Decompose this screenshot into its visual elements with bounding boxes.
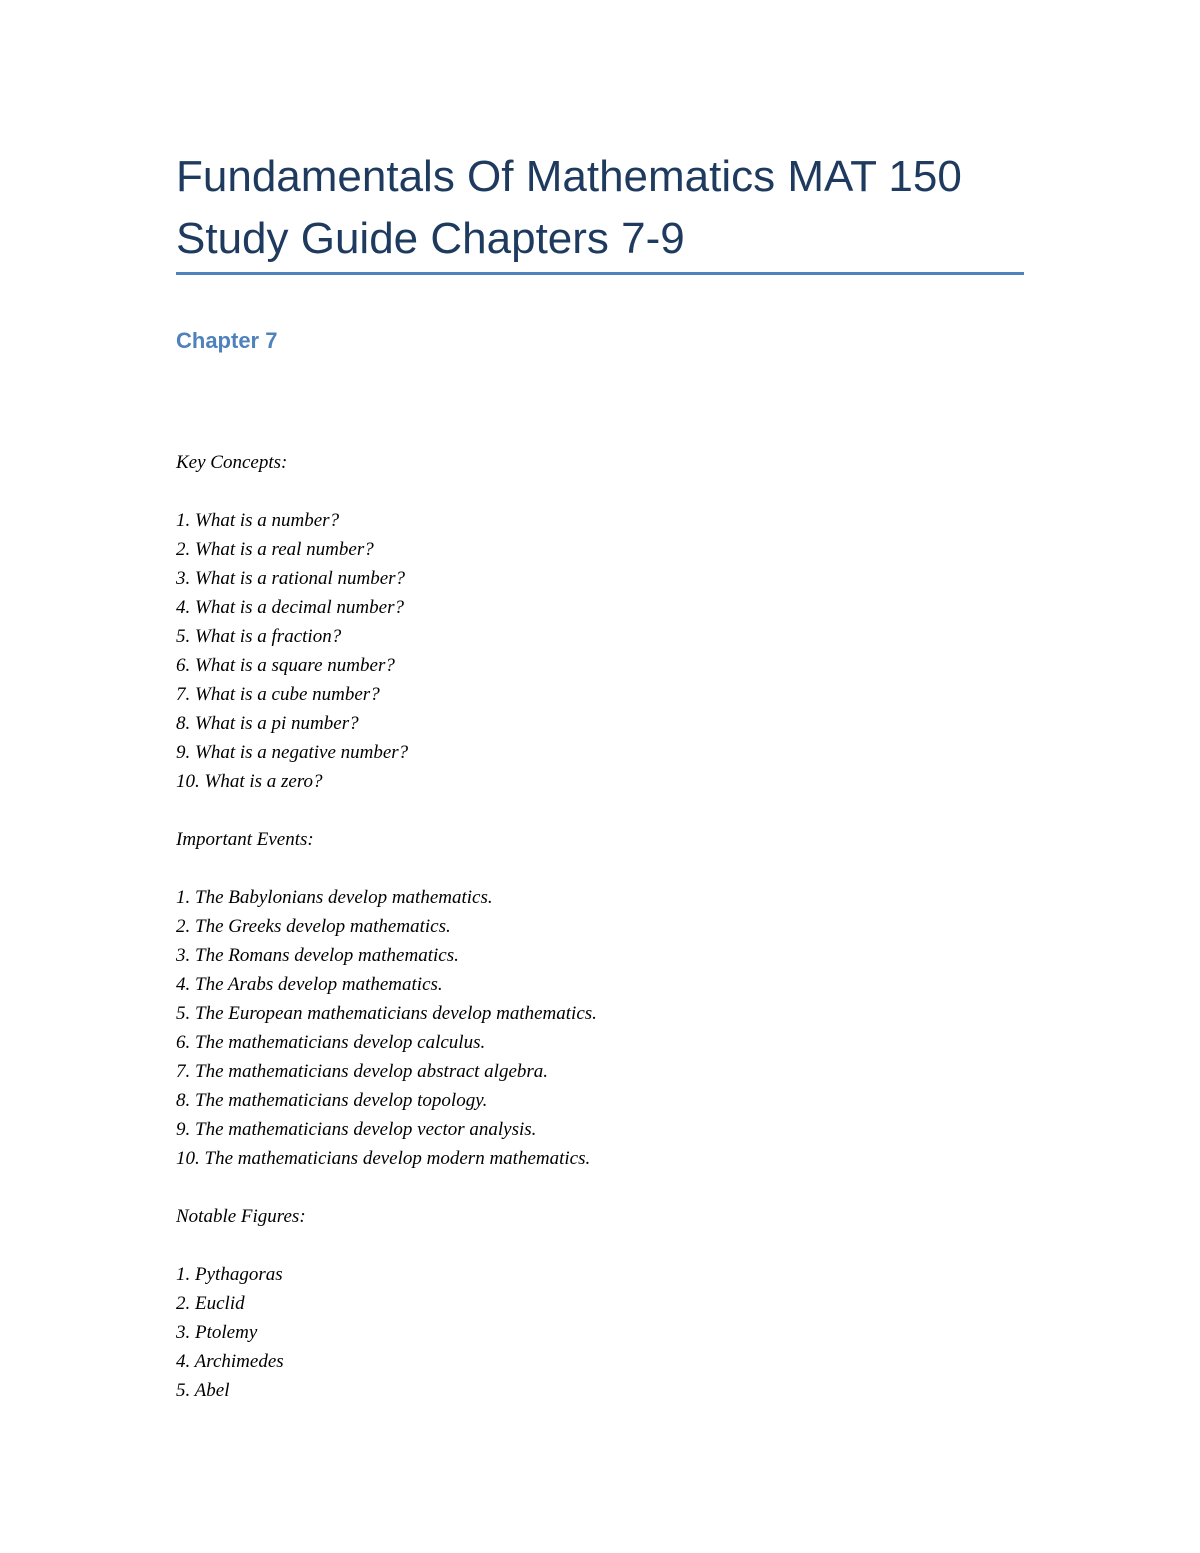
list-item: 2. The Greeks develop mathematics. (176, 916, 451, 937)
list-item: 7. What is a cube number? (176, 684, 380, 705)
important-events-list (176, 883, 1026, 1173)
list-item: 2. Euclid (176, 1293, 245, 1314)
chapter-heading: Chapter 7 (176, 328, 278, 353)
list-item: 5. What is a fraction? (176, 626, 342, 647)
list-item: 3. What is a rational number? (176, 568, 406, 589)
notable-figures-list (176, 1260, 1026, 1405)
list-item: 1. Pythagoras (176, 1264, 283, 1285)
list-item: 3. The Romans develop mathematics. (176, 945, 459, 966)
list-item: 7. The mathematicians develop abstract algebra. (176, 1061, 549, 1082)
key-concepts-label: Key Concepts: (176, 452, 288, 473)
list-item: 5. The European mathematicians develop mathematics. (176, 1003, 597, 1024)
document-title: Fundamentals Of Mathematics MAT 150 Study Guide Chapters 7-9 (176, 152, 962, 263)
title-underline-rule (176, 272, 1024, 275)
list-item: 4. What is a decimal number? (176, 597, 404, 618)
list-item: 10. What is a zero? (176, 771, 323, 792)
list-item: 4. The Arabs develop mathematics. (176, 974, 443, 995)
list-item: 9. The mathematicians develop vector analysis. (176, 1119, 537, 1140)
list-item: 8. What is a pi number? (176, 713, 359, 734)
list-item: 1. What is a number? (176, 510, 340, 531)
important-events-label: Important Events: (176, 829, 314, 850)
list-item: 10. The mathematicians develop modern mathematics. (176, 1148, 591, 1169)
list-item: 4. Archimedes (176, 1351, 284, 1372)
notable-figures-label: Notable Figures: (176, 1206, 306, 1227)
list-item: 9. What is a negative number? (176, 742, 409, 763)
key-concepts-list (176, 506, 1026, 796)
list-item: 6. The mathematicians develop calculus. (176, 1032, 486, 1053)
list-item: 2. What is a real number? (176, 539, 374, 560)
list-item: 6. What is a square number? (176, 655, 395, 676)
list-item: 1. The Babylonians develop mathematics. (176, 887, 493, 908)
list-item: 3. Ptolemy (176, 1322, 258, 1343)
list-item: 5. Abel (176, 1380, 230, 1401)
list-item: 8. The mathematicians develop topology. (176, 1090, 488, 1111)
chapter-body (176, 448, 1026, 1434)
